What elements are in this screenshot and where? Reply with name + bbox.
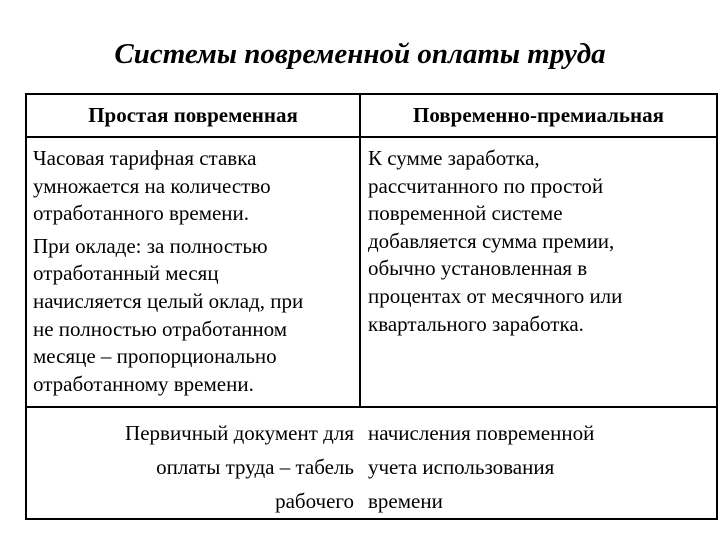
simple-time-description [33,145,359,398]
page-title: Системы повременной оплаты труда [114,38,606,70]
comparison-table [25,93,718,520]
text-line: начисления повременной [368,421,595,445]
header-simple-time: Простая повременная [88,103,298,127]
text-line: процентах от месячного или [368,283,623,308]
text-line: При окладе: за полностью [33,233,268,258]
text-line: обычно установленная в [368,256,588,281]
text-line: квартального заработка. [368,311,584,336]
time-bonus-description [368,145,713,338]
text-line: оплаты труда – табель [156,455,354,479]
text-line: начисляется целый оклад, при [33,288,304,313]
text-line: отработанный месяц [33,261,219,286]
text-line: рассчитанного по простой [368,173,604,198]
header-divider [27,136,716,138]
text-line: повременной системе [368,201,563,226]
text-line: умножается на количество [33,173,271,198]
text-line: отработанному времени. [33,371,254,396]
footer-text-right [368,416,713,518]
footer-text-left [27,416,354,518]
text-line: Часовая тарифная ставка [33,146,257,170]
text-line: времени [368,489,443,513]
footer-divider [27,406,716,408]
text-line: месяце – пропорционально [33,344,277,369]
header-time-bonus: Повременно-премиальная [412,103,664,127]
text-line: отработанного времени. [33,201,250,226]
text-line: К сумме заработка, [368,146,540,170]
text-line: Первичный документ для [125,421,354,445]
text-line: рабочего [275,489,354,513]
text-line: не полностью отработанном [33,316,288,341]
column-divider [359,95,361,408]
text-line: учета использования [368,455,555,479]
text-line: добавляется сумма премии, [368,228,615,253]
